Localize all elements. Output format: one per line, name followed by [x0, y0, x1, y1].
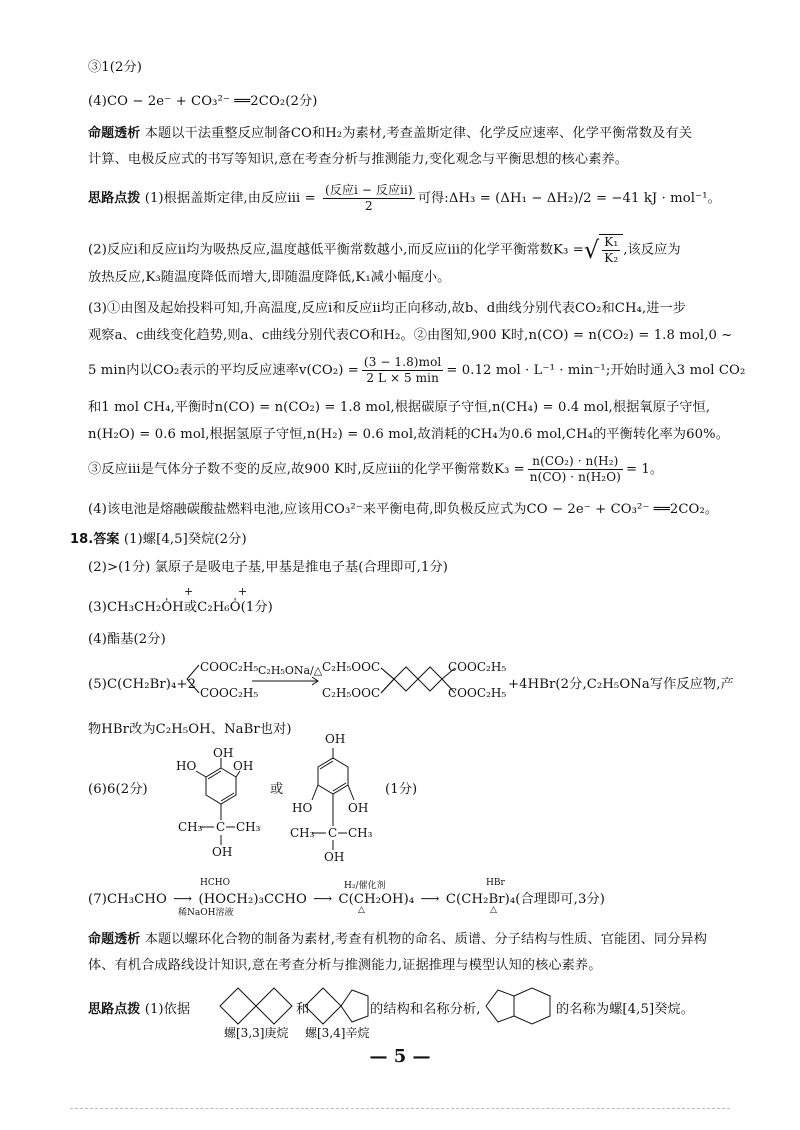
- route-step1-top: HCHO: [200, 878, 230, 888]
- struct-b-oh-right: OH: [348, 801, 369, 815]
- hint-line-9: ③反应ⅲ是气体分子数不变的反应,故900 K时,反应ⅲ的化学平衡常数K₃ = $\frac{\text{n(CO₂) · n(H₂)}}{\text{n(CO) · n(H₂O)}}$ = 1。: [88, 454, 664, 484]
- hint-line-7: 和1 mol CH₄,平衡时n(CO) = n(CO₂) = 1.8 mol,根据碳原子守恒,n(CH₄) = 0.4 mol,根据氧原子守恒,: [88, 400, 711, 415]
- hint-18-label: 思路点拨: [88, 1002, 141, 1017]
- reagent-label: C₂H₅ONa/△: [258, 664, 323, 677]
- product-left-top: C₂H₅OOC: [322, 660, 381, 674]
- struct-a-ch3-right: CH₃: [236, 820, 261, 834]
- route-step2-top: H₂/催化剂: [344, 881, 386, 891]
- struct-a-oh-right: OH: [233, 759, 254, 773]
- answer-18-5-lead: (5)C(CH₂Br)₄+2: [88, 677, 197, 692]
- hint-line-5: 观察a、c曲线变化趋势,则a、c曲线分别代表CO和H₂。②由图知,900 K时,n(CO) = n(CO₂) = 1.8 mol,0 ~: [88, 328, 733, 343]
- struct-a-oh-bottom: OH: [212, 845, 233, 859]
- route-step3-bottom: △: [490, 905, 497, 915]
- product-left-bottom: C₂H₅OOC: [322, 686, 381, 700]
- struct-b-oh-top: OH: [325, 732, 346, 746]
- spiro-3-3-name: 螺[3,3]庚烷: [224, 1026, 289, 1040]
- ester-bottom: COOC₂H₅: [200, 686, 259, 700]
- hint-line-10: (4)该电池是熔融碳酸盐燃料电池,应该用CO₃²⁻来平衡电荷,即负极反应式为CO − 2e⁻ + CO₃²⁻ ══2CO₂。: [88, 502, 719, 517]
- charge-plus-1: +: [184, 585, 194, 598]
- hint-18-tail: 的名称为螺[4,5]癸烷。: [556, 1002, 695, 1017]
- sqrt-k1-over-k2: √ $\frac{\text{K₁}}{\text{K₂}}$: [584, 234, 623, 266]
- analysis-paragraph-1: 命题透析 本题以干法重整反应制备CO和H₂为素材,考查盖斯定律、化学反应速率、化学平衡常数及有关: [88, 126, 692, 141]
- struct-a-ch3-left: CH₃: [178, 820, 203, 834]
- structure-b: [0, 740, 800, 880]
- struct-a-oh-top: OH: [213, 746, 234, 760]
- line-q4: (4)CO − 2e⁻ + CO₃²⁻ ══2CO₂(2分): [88, 94, 318, 109]
- charge-plus-2: +: [238, 585, 248, 598]
- answer-18-2: (2)>(1分) 氯原子是吸电子基,甲基是推电子基(合理即可,1分): [88, 560, 449, 575]
- product-right-bottom: COOC₂H₅: [448, 686, 507, 700]
- struct-a-c: C: [216, 820, 226, 834]
- answer-18-5-note: 物HBr改为C₂H₅OH、NaBr也对): [88, 722, 292, 737]
- hint-line-3: 放热反应,K₃随温度降低而增大,即随温度降低,K₁减小幅度小。: [88, 270, 451, 285]
- analysis-label: 命题透析: [88, 126, 141, 141]
- analysis-line-2: 计算、电极反应式的书写等知识,意在考查分析与推测能力,变化观念与平衡思想的核心素养。: [88, 152, 629, 167]
- route-step1-bottom: 稀NaOH溶液: [178, 908, 234, 918]
- struct-b-oh-bottom: OH: [324, 850, 345, 864]
- route-step3-top: HBr: [486, 878, 505, 888]
- struct-b-ch3-right: CH₃: [348, 826, 373, 840]
- page-number: — 5 —: [369, 1046, 431, 1067]
- structure-or: 或: [270, 782, 284, 797]
- ester-top: COOC₂H₅: [200, 660, 259, 674]
- struct-b-ch3-left: CH₃: [290, 826, 315, 840]
- k3-fraction: $\frac{\text{n(CO₂) · n(H₂)}}{\text{n(CO) · n(H₂O)}}$: [529, 454, 621, 484]
- answer-18-5-tail: +4HBr(2分,C₂H₅ONa写作反应物,产: [508, 677, 734, 692]
- answer-18-3: (3)CH₃CH₂O̍H或C₂H₆O̍(1分): [88, 600, 273, 615]
- hint-line-2: (2)反应ⅰ和反应ⅱ均为吸热反应,温度越低平衡常数越小,而反应ⅲ的化学平衡常数K₃ =√ $\frac{\text{K₁}}{\text{K₂}}$ ,该反应为: [88, 235, 681, 265]
- footer-rule: [70, 1108, 730, 1109]
- hint-18-lead: 思路点拨 (1)依据: [88, 1002, 191, 1017]
- spiro-3-4-name: 螺[3,4]辛烷: [305, 1026, 370, 1040]
- analysis-18-2: 体、有机合成路线设计知识,意在考查分析与推测能力,证据推理与模型认知的核心素养。: [88, 958, 602, 973]
- hess-fraction: $\frac{\text{(反应ⅰ − 反应ⅱ)}}{2}$: [325, 183, 413, 213]
- answer-18-7: (7)CH₃CHO ⟶ (HOCH₂)₃CCHO ⟶ C(CH₂OH)₄ ⟶ C(CH₂Br)₄(合理即可,3分): [88, 892, 605, 907]
- hint-line-8: n(H₂O) = 0.6 mol,根据氢原子守恒,n(H₂) = 0.6 mol,故消耗的CH₄为0.6 mol,CH₄的平衡转化率为60%。: [88, 427, 729, 442]
- answer-18-line-1: 18.答案 (1)螺[4,5]癸烷(2分): [70, 532, 247, 547]
- answer-18-6-lead: (6)6(2分): [88, 782, 148, 797]
- hint-line-4: (3)①由图及起始投料可知,升高温度,反应ⅰ和反应ⅱ均正向移动,故b、d曲线分别代表CO₂和CH₄,进一步: [88, 301, 687, 316]
- answer-18-label: 18.答案: [70, 532, 120, 547]
- hint-18-mid: 的结构和名称分析,: [370, 1002, 481, 1017]
- hint-label: 思路点拨: [88, 191, 141, 206]
- answer-18-4: (4)酯基(2分): [88, 632, 166, 647]
- analysis-18-1: 命题透析 本题以螺环化合物的制备为素材,考查有机物的命名、质谱、分子结构与性质、官能团、同分异构: [88, 932, 708, 947]
- product-right-top: COOC₂H₅: [448, 660, 507, 674]
- hint-line-6: 5 min内以CO₂表示的平均反应速率v(CO₂) = $\frac{\text{(3 − 1.8)mol}}{2 L \times 5 \min}$ = 0.12 mol · L⁻¹ · min⁻¹;开始时通入3 mol CO₂: [88, 355, 746, 385]
- answer-18-6-tail: (1分): [385, 782, 418, 797]
- rate-fraction: $\frac{\text{(3 − 1.8)mol}}{2 L \times 5 \min}$: [363, 355, 442, 385]
- hint-line-1: 思路点拨 (1)根据盖斯定律,由反应ⅲ = $\frac{\text{(反应ⅰ − 反应ⅱ)}}{2}$ 可得:ΔH₃ = (ΔH₁ − ΔH₂)/2 = −41 kJ · mol⁻¹。: [88, 183, 721, 213]
- struct-a-oh-left: HO: [176, 759, 197, 773]
- struct-b-oh-left: HO: [292, 801, 313, 815]
- analysis-18-label: 命题透析: [88, 932, 141, 947]
- line-q3-3: ③1(2分): [88, 60, 143, 75]
- struct-b-c: C: [328, 826, 338, 840]
- route-step2-bottom: △: [358, 905, 365, 915]
- hint-18-and: 和: [296, 1002, 310, 1017]
